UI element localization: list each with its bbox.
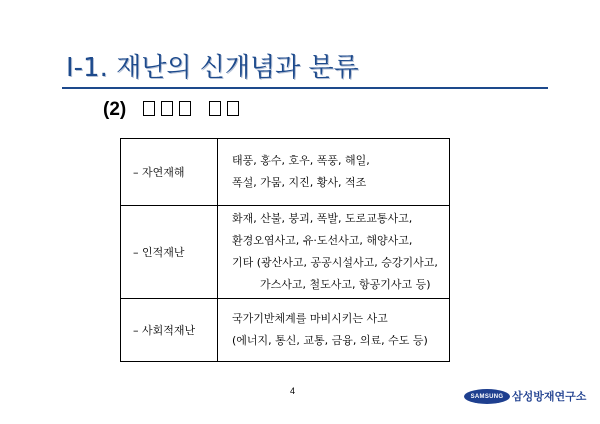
disaster-classification-table bbox=[120, 138, 450, 362]
item-line: 태풍, 홍수, 호우, 폭풍, 해일, bbox=[232, 154, 370, 167]
item-line: 환경오염사고, 유·도선사고, 해양사고, bbox=[232, 234, 413, 247]
page-title: Ⅰ-1. 재난의 신개념과 분류 bbox=[66, 53, 359, 83]
section-heading bbox=[103, 96, 245, 122]
title-underline bbox=[62, 87, 548, 89]
item-line: 화재, 산불, 붕괴, 폭발, 도로교통사고, bbox=[232, 212, 413, 225]
item-line: 가스사고, 철도사고, 항공기사고 등) bbox=[260, 278, 431, 291]
item-line: 폭설, 가뭄, 지진, 황사, 적조 bbox=[232, 176, 367, 189]
items-cell bbox=[218, 206, 450, 299]
table-row-manmade bbox=[121, 206, 450, 299]
samsung-logo bbox=[464, 388, 587, 406]
logo-org-name: 삼성방재연구소 bbox=[512, 390, 587, 403]
table-row-social bbox=[121, 299, 450, 362]
item-line: 기타 (광산사고, 공공시설사고, 승강기사고, bbox=[232, 256, 438, 269]
category-cell: – 인적재난 bbox=[121, 206, 218, 299]
item-line: 국가기반체계를 마비시키는 사고 bbox=[232, 312, 388, 325]
item-line: (에너지, 통신, 교통, 금융, 의료, 수도 등) bbox=[232, 334, 428, 347]
category-cell: – 자연재해 bbox=[121, 139, 218, 206]
items-cell bbox=[218, 139, 450, 206]
page-number: 4 bbox=[290, 386, 296, 396]
samsung-ellipse-icon bbox=[464, 389, 510, 404]
missing-glyph-boxes bbox=[143, 98, 245, 120]
table-row-natural bbox=[121, 139, 450, 206]
items-cell bbox=[218, 299, 450, 362]
category-cell: – 사회적재난 bbox=[121, 299, 218, 362]
section-number: (2) bbox=[103, 99, 127, 120]
logo-brand-text: SAMSUNG bbox=[470, 393, 504, 400]
